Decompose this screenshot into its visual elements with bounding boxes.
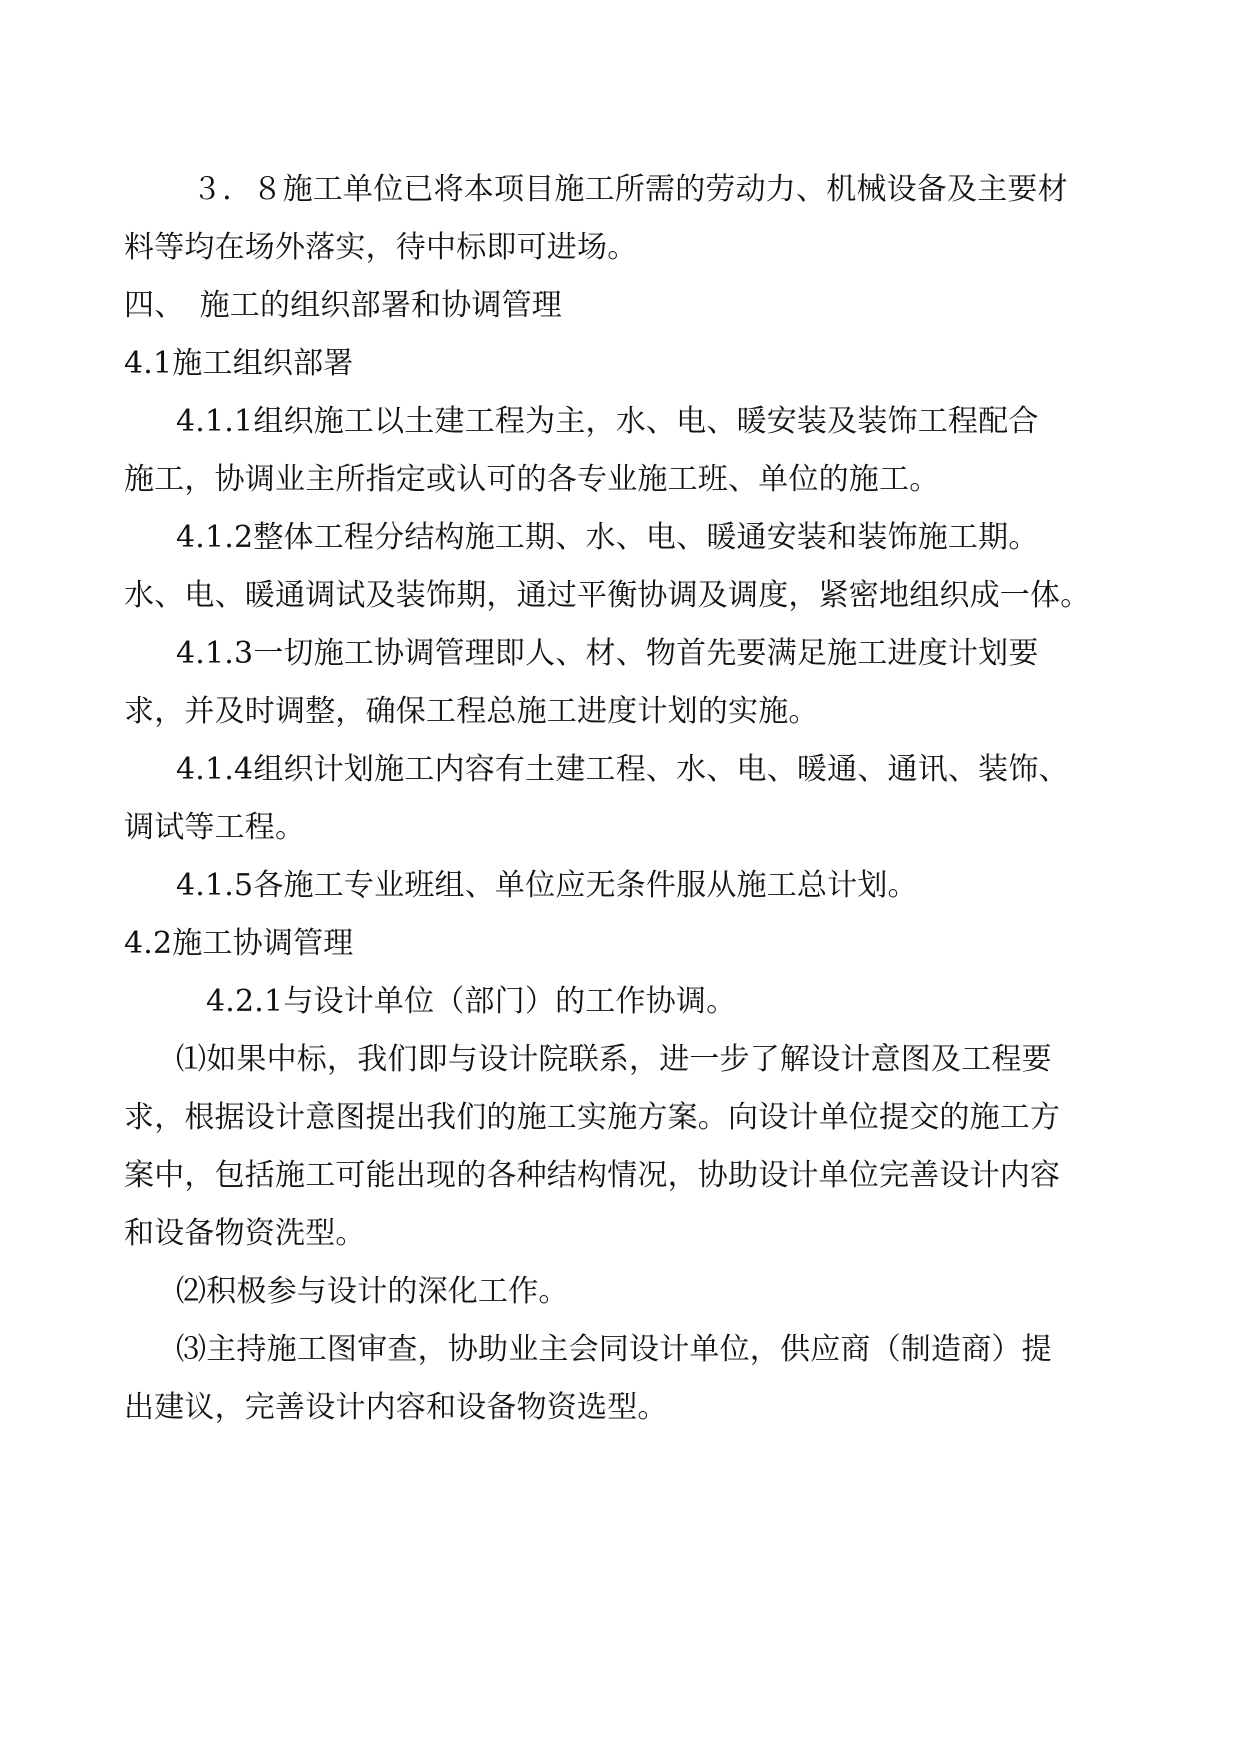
item-1-line-1: ⑴如果中标，我们即与设计院联系，进一步了解设计意图及工程要	[176, 1042, 1052, 1077]
section-heading-4: 四、 施工的组织部署和协调管理	[124, 288, 562, 323]
paragraph-4-2-1: 4.2.1与设计单位（部门）的工作协调。	[206, 984, 737, 1019]
subsection-heading-4-2: 4.2施工协调管理	[124, 926, 354, 961]
item-1-line-4: 和设备物资洗型。	[124, 1216, 366, 1251]
paragraph-4-1-3-line-2: 求，并及时调整，确保工程总施工进度计划的实施。	[124, 694, 819, 729]
paragraph-4-1-3-line-1: 4.1.3一切施工协调管理即人、材、物首先要满足施工进度计划要	[176, 636, 1039, 671]
paragraph-4-1-2-line-1: 4.1.2整体工程分结构施工期、水、电、暖通安装和装饰施工期。	[176, 520, 1039, 555]
paragraph-4-1-2-line-2: 水、电、暖通调试及装饰期，通过平衡协调及调度，紧密地组织成一体。	[124, 578, 1091, 613]
paragraph-4-1-1-line-2: 施工，协调业主所指定或认可的各专业施工班、单位的施工。	[124, 462, 940, 497]
item-1-line-3: 案中，包括施工可能出现的各种结构情况，协助设计单位完善设计内容	[124, 1158, 1061, 1193]
item-3-line-1: ⑶主持施工图审查，协助业主会同设计单位，供应商（制造商）提	[176, 1332, 1052, 1367]
paragraph-3-8-line-2: 料等均在场外落实，待中标即可进场。	[124, 230, 638, 265]
paragraph-3-8-line-1: ３．８施工单位已将本项目施工所需的劳动力、机械设备及主要材	[192, 172, 1068, 207]
paragraph-4-1-5: 4.1.5各施工专业班组、单位应无条件服从施工总计划。	[176, 868, 918, 903]
paragraph-4-1-4-line-2: 调试等工程。	[124, 810, 306, 845]
item-2: ⑵积极参与设计的深化工作。	[176, 1274, 569, 1309]
paragraph-4-1-1-line-1: 4.1.1组织施工以土建工程为主，水、电、暖安装及装饰工程配合	[176, 404, 1039, 439]
paragraph-4-1-4-line-1: 4.1.4组织计划施工内容有土建工程、水、电、暖通、通讯、装饰、	[176, 752, 1069, 787]
item-1-line-2: 求，根据设计意图提出我们的施工实施方案。向设计单位提交的施工方	[124, 1100, 1061, 1135]
subsection-heading-4-1: 4.1施工组织部署	[124, 346, 354, 381]
item-3-line-2: 出建议，完善设计内容和设备物资选型。	[124, 1390, 668, 1425]
